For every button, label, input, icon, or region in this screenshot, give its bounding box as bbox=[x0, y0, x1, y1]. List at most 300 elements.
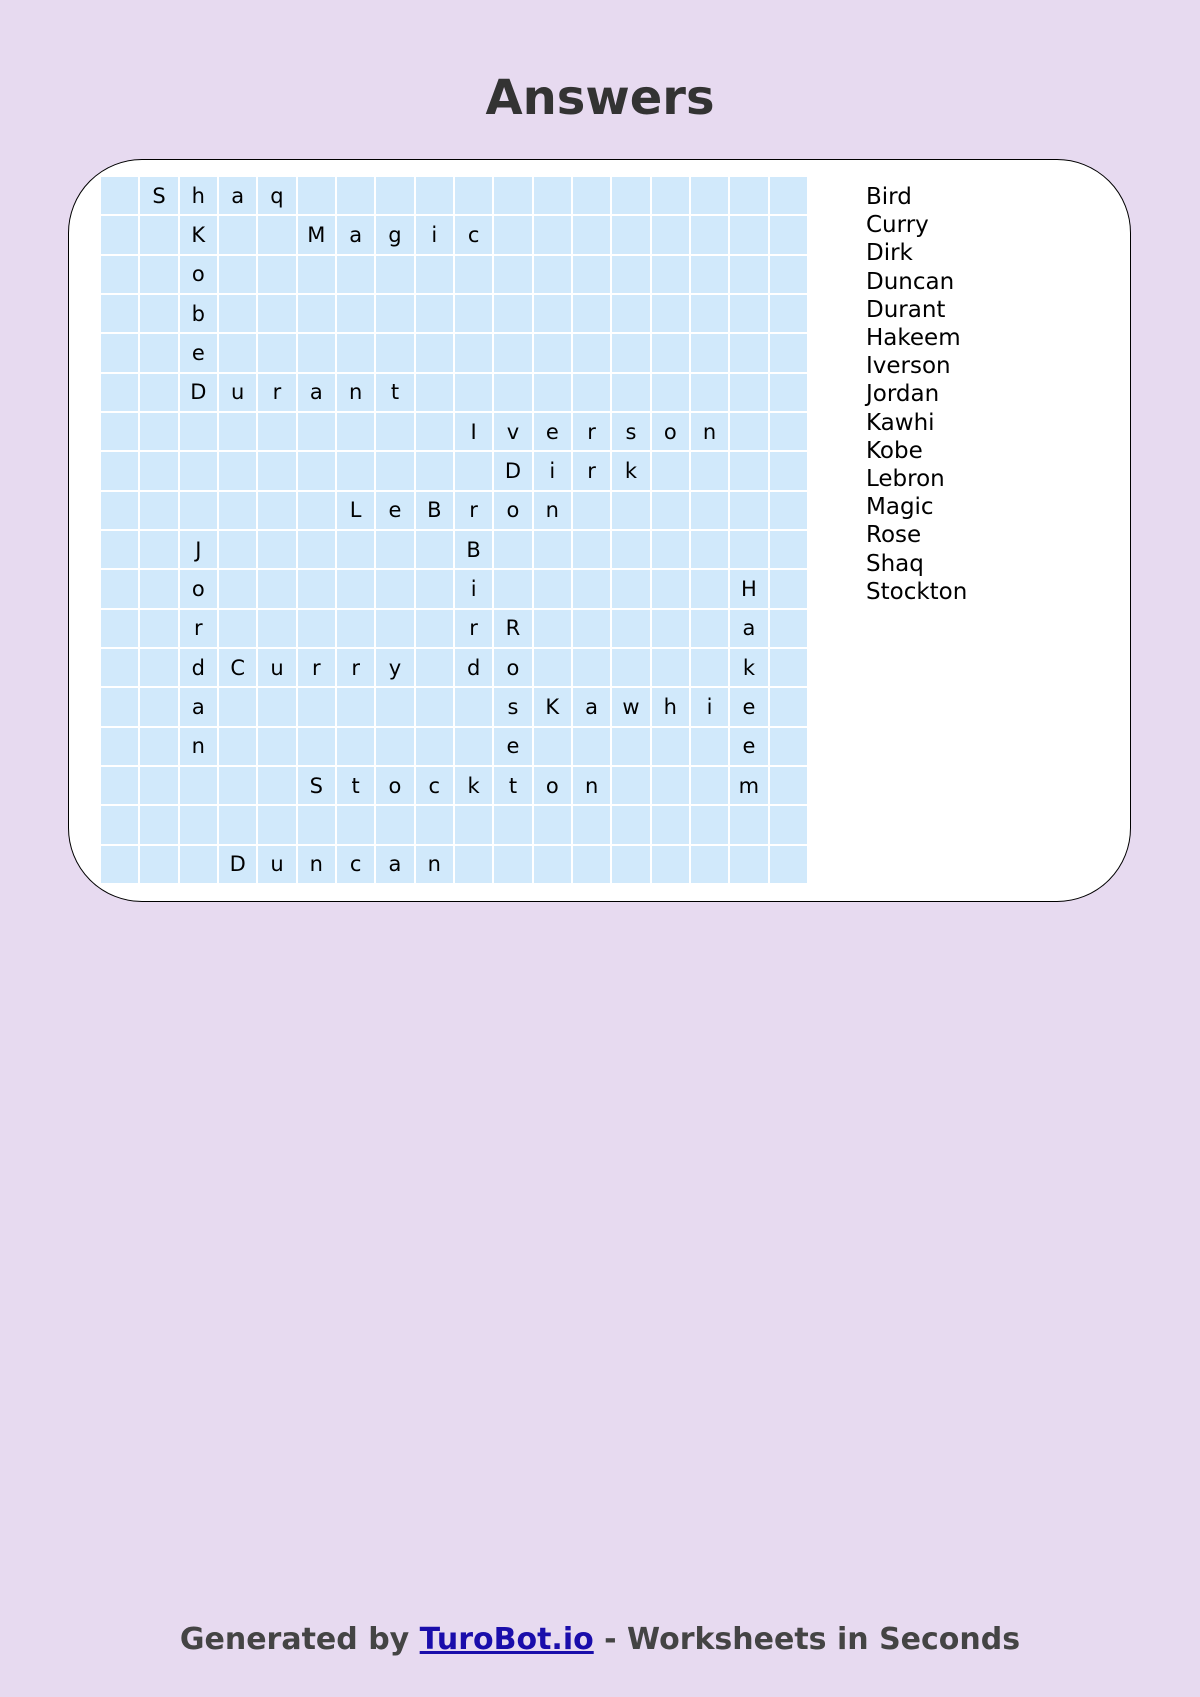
footer bbox=[0, 1620, 1200, 1660]
grid-cell bbox=[455, 295, 492, 332]
grid-cell: a bbox=[573, 688, 610, 725]
grid-cell bbox=[219, 531, 256, 568]
grid-cell bbox=[691, 531, 728, 568]
grid-cell bbox=[376, 256, 413, 293]
grid-cell bbox=[258, 216, 295, 253]
grid-cell bbox=[101, 728, 138, 765]
grid-cell bbox=[101, 413, 138, 450]
grid-cell bbox=[337, 177, 374, 214]
grid-cell: e bbox=[376, 492, 413, 529]
grid-cell bbox=[691, 767, 728, 804]
grid-cell bbox=[573, 295, 610, 332]
grid-cell bbox=[573, 610, 610, 647]
grid-cell bbox=[101, 374, 138, 411]
grid-cell: h bbox=[652, 688, 689, 725]
grid-cell bbox=[140, 452, 177, 489]
grid-cell: g bbox=[376, 216, 413, 253]
grid-cell: k bbox=[612, 452, 649, 489]
grid-cell bbox=[455, 728, 492, 765]
grid-cell bbox=[416, 295, 453, 332]
word-list-item: Kobe bbox=[866, 437, 923, 464]
grid-cell bbox=[455, 806, 492, 843]
grid-cell bbox=[101, 649, 138, 686]
grid-cell bbox=[140, 334, 177, 371]
grid-cell bbox=[258, 728, 295, 765]
grid-cell bbox=[337, 531, 374, 568]
grid-cell: D bbox=[494, 452, 531, 489]
word-list-item: Jordan bbox=[866, 381, 940, 408]
grid-cell: i bbox=[416, 216, 453, 253]
grid-cell bbox=[652, 767, 689, 804]
grid-cell bbox=[730, 492, 767, 529]
grid-cell bbox=[770, 688, 807, 725]
grid-cell bbox=[691, 216, 728, 253]
grid-cell: C bbox=[219, 649, 256, 686]
grid-cell: c bbox=[455, 216, 492, 253]
grid-cell bbox=[258, 767, 295, 804]
grid-cell bbox=[612, 531, 649, 568]
grid-cell bbox=[612, 806, 649, 843]
grid-cell bbox=[534, 846, 571, 883]
grid-cell bbox=[534, 295, 571, 332]
grid-cell bbox=[573, 216, 610, 253]
grid-cell bbox=[455, 177, 492, 214]
grid-cell: K bbox=[180, 216, 217, 253]
grid-cell bbox=[494, 177, 531, 214]
grid-cell bbox=[219, 295, 256, 332]
grid-cell: a bbox=[337, 216, 374, 253]
grid-cell bbox=[376, 610, 413, 647]
grid-cell bbox=[573, 492, 610, 529]
grid-cell bbox=[652, 728, 689, 765]
grid-cell bbox=[612, 570, 649, 607]
grid-cell: q bbox=[258, 177, 295, 214]
grid-cell bbox=[494, 295, 531, 332]
grid-cell: n bbox=[691, 413, 728, 450]
grid-cell bbox=[140, 531, 177, 568]
grid-cell: o bbox=[534, 767, 571, 804]
word-list-item: Lebron bbox=[866, 466, 945, 493]
grid-cell: t bbox=[376, 374, 413, 411]
grid-cell: o bbox=[180, 256, 217, 293]
grid-cell bbox=[652, 610, 689, 647]
grid-cell: I bbox=[455, 413, 492, 450]
grid-cell bbox=[219, 334, 256, 371]
grid-cell: S bbox=[298, 767, 335, 804]
turobot-link[interactable]: TuroBot.io bbox=[419, 1622, 594, 1657]
grid-cell bbox=[101, 570, 138, 607]
grid-cell: n bbox=[337, 374, 374, 411]
word-list-item: Magic bbox=[866, 494, 934, 521]
grid-cell bbox=[612, 334, 649, 371]
grid-cell bbox=[494, 216, 531, 253]
grid-cell: i bbox=[455, 570, 492, 607]
word-list-item: Durant bbox=[866, 296, 946, 323]
grid-cell bbox=[652, 295, 689, 332]
grid-cell bbox=[337, 295, 374, 332]
grid-cell: S bbox=[140, 177, 177, 214]
word-list-item: Curry bbox=[866, 212, 929, 239]
grid-cell: r bbox=[180, 610, 217, 647]
grid-cell bbox=[219, 492, 256, 529]
grid-cell bbox=[691, 492, 728, 529]
grid-cell bbox=[770, 767, 807, 804]
grid-cell: o bbox=[652, 413, 689, 450]
grid-cell bbox=[455, 452, 492, 489]
grid-cell bbox=[770, 452, 807, 489]
grid-cell: o bbox=[494, 492, 531, 529]
grid-cell bbox=[730, 806, 767, 843]
grid-cell bbox=[691, 256, 728, 293]
grid-cell bbox=[770, 374, 807, 411]
grid-cell bbox=[573, 334, 610, 371]
grid-cell bbox=[770, 846, 807, 883]
grid-cell: b bbox=[180, 295, 217, 332]
grid-cell bbox=[416, 570, 453, 607]
word-list-item: Shaq bbox=[866, 550, 924, 577]
grid-cell bbox=[494, 334, 531, 371]
grid-cell bbox=[140, 570, 177, 607]
grid-cell bbox=[730, 334, 767, 371]
word-list-item: Rose bbox=[866, 522, 922, 549]
grid-cell bbox=[534, 256, 571, 293]
grid-cell bbox=[494, 256, 531, 293]
grid-cell bbox=[101, 452, 138, 489]
grid-cell: e bbox=[494, 728, 531, 765]
grid-cell: a bbox=[376, 846, 413, 883]
grid-cell bbox=[140, 846, 177, 883]
grid-cell bbox=[494, 846, 531, 883]
grid-cell bbox=[730, 846, 767, 883]
grid-cell bbox=[534, 334, 571, 371]
grid-cell bbox=[612, 649, 649, 686]
grid-cell bbox=[376, 728, 413, 765]
grid-cell bbox=[416, 610, 453, 647]
grid-cell bbox=[140, 295, 177, 332]
grid-cell: M bbox=[298, 216, 335, 253]
grid-cell: u bbox=[219, 374, 256, 411]
grid-cell bbox=[258, 610, 295, 647]
grid-cell bbox=[652, 531, 689, 568]
grid-cell: e bbox=[534, 413, 571, 450]
grid-cell bbox=[573, 531, 610, 568]
grid-cell bbox=[494, 806, 531, 843]
grid-cell bbox=[140, 374, 177, 411]
grid-cell bbox=[298, 334, 335, 371]
grid-cell: n bbox=[573, 767, 610, 804]
grid-cell bbox=[416, 413, 453, 450]
word-list-item: Hakeem bbox=[866, 325, 961, 352]
grid-cell: h bbox=[180, 177, 217, 214]
grid-cell bbox=[298, 295, 335, 332]
grid-cell: r bbox=[337, 649, 374, 686]
grid-cell bbox=[101, 216, 138, 253]
grid-cell bbox=[770, 216, 807, 253]
grid-cell bbox=[298, 806, 335, 843]
grid-cell bbox=[652, 334, 689, 371]
grid-cell bbox=[140, 216, 177, 253]
grid-cell bbox=[494, 531, 531, 568]
grid-cell bbox=[534, 374, 571, 411]
grid-cell: t bbox=[494, 767, 531, 804]
grid-cell bbox=[416, 531, 453, 568]
grid-cell bbox=[612, 374, 649, 411]
grid-cell bbox=[455, 374, 492, 411]
grid-cell: D bbox=[219, 846, 256, 883]
grid-cell bbox=[770, 413, 807, 450]
grid-cell bbox=[770, 177, 807, 214]
page-title: Answers bbox=[485, 70, 715, 126]
word-list-item: Dirk bbox=[866, 240, 913, 267]
grid-cell bbox=[180, 767, 217, 804]
grid-cell: k bbox=[730, 649, 767, 686]
grid-cell bbox=[770, 295, 807, 332]
grid-cell bbox=[770, 610, 807, 647]
grid-cell: o bbox=[180, 570, 217, 607]
grid-cell: B bbox=[416, 492, 453, 529]
grid-cell bbox=[376, 295, 413, 332]
grid-cell: m bbox=[730, 767, 767, 804]
grid-cell bbox=[101, 492, 138, 529]
word-list-item: Duncan bbox=[866, 268, 955, 295]
grid-cell bbox=[573, 374, 610, 411]
grid-cell bbox=[140, 610, 177, 647]
grid-cell bbox=[455, 334, 492, 371]
grid-cell: e bbox=[730, 688, 767, 725]
grid-cell bbox=[337, 256, 374, 293]
grid-cell bbox=[652, 256, 689, 293]
grid-cell bbox=[770, 531, 807, 568]
grid-cell bbox=[612, 256, 649, 293]
grid-cell bbox=[140, 492, 177, 529]
grid-cell: D bbox=[180, 374, 217, 411]
footer-prefix: Generated by bbox=[179, 1622, 420, 1657]
word-list-item: Kawhi bbox=[866, 409, 935, 436]
grid-cell bbox=[337, 688, 374, 725]
grid-cell bbox=[691, 806, 728, 843]
grid-cell bbox=[691, 610, 728, 647]
grid-cell bbox=[101, 256, 138, 293]
word-list-item: Iverson bbox=[866, 353, 951, 380]
grid-cell bbox=[691, 334, 728, 371]
grid-cell bbox=[219, 688, 256, 725]
grid-cell bbox=[691, 452, 728, 489]
grid-cell: r bbox=[258, 374, 295, 411]
grid-cell bbox=[219, 413, 256, 450]
grid-cell: n bbox=[416, 846, 453, 883]
grid-cell bbox=[180, 846, 217, 883]
grid-cell: e bbox=[730, 728, 767, 765]
grid-cell bbox=[298, 492, 335, 529]
grid-cell bbox=[612, 295, 649, 332]
grid-cell: u bbox=[258, 846, 295, 883]
grid-cell: c bbox=[337, 846, 374, 883]
grid-cell bbox=[180, 806, 217, 843]
grid-cell bbox=[337, 334, 374, 371]
grid-cell bbox=[612, 728, 649, 765]
grid-cell bbox=[416, 256, 453, 293]
grid-cell bbox=[770, 334, 807, 371]
grid-cell: c bbox=[416, 767, 453, 804]
grid-cell bbox=[770, 806, 807, 843]
grid-cell bbox=[573, 649, 610, 686]
grid-cell bbox=[337, 570, 374, 607]
grid-cell bbox=[494, 570, 531, 607]
grid-cell bbox=[258, 688, 295, 725]
grid-cell bbox=[101, 295, 138, 332]
grid-cell bbox=[534, 610, 571, 647]
grid-cell bbox=[416, 649, 453, 686]
grid-cell bbox=[376, 806, 413, 843]
grid-cell bbox=[258, 570, 295, 607]
grid-cell bbox=[730, 216, 767, 253]
grid-cell: i bbox=[691, 688, 728, 725]
grid-cell bbox=[652, 649, 689, 686]
grid-cell bbox=[298, 452, 335, 489]
grid-cell: w bbox=[612, 688, 649, 725]
grid-cell bbox=[337, 413, 374, 450]
grid-cell bbox=[416, 452, 453, 489]
grid-cell: L bbox=[337, 492, 374, 529]
grid-cell bbox=[612, 177, 649, 214]
grid-cell bbox=[770, 570, 807, 607]
grid-cell bbox=[416, 806, 453, 843]
grid-cell: a bbox=[730, 610, 767, 647]
grid-cell: s bbox=[612, 413, 649, 450]
grid-cell bbox=[730, 177, 767, 214]
grid-cell: J bbox=[180, 531, 217, 568]
grid-cell bbox=[534, 649, 571, 686]
grid-cell: n bbox=[534, 492, 571, 529]
grid-cell bbox=[258, 256, 295, 293]
grid-cell bbox=[219, 256, 256, 293]
grid-cell bbox=[612, 767, 649, 804]
grid-cell bbox=[101, 688, 138, 725]
grid-cell bbox=[298, 610, 335, 647]
grid-cell bbox=[691, 728, 728, 765]
grid-cell bbox=[101, 334, 138, 371]
grid-cell bbox=[219, 610, 256, 647]
grid-cell: s bbox=[494, 688, 531, 725]
grid-cell bbox=[652, 216, 689, 253]
grid-cell bbox=[652, 570, 689, 607]
grid-cell: k bbox=[455, 767, 492, 804]
grid-cell bbox=[416, 177, 453, 214]
grid-cell: d bbox=[180, 649, 217, 686]
grid-cell bbox=[573, 570, 610, 607]
grid-cell bbox=[298, 531, 335, 568]
grid-cell: a bbox=[298, 374, 335, 411]
grid-cell bbox=[298, 728, 335, 765]
grid-cell bbox=[691, 649, 728, 686]
grid-cell bbox=[298, 413, 335, 450]
grid-cell: r bbox=[573, 413, 610, 450]
grid-cell bbox=[652, 452, 689, 489]
grid-cell bbox=[376, 334, 413, 371]
grid-cell: r bbox=[455, 610, 492, 647]
grid-cell bbox=[376, 177, 413, 214]
grid-cell bbox=[258, 492, 295, 529]
grid-cell bbox=[140, 688, 177, 725]
grid-cell bbox=[534, 806, 571, 843]
grid-cell bbox=[730, 256, 767, 293]
grid-cell bbox=[140, 728, 177, 765]
grid-cell bbox=[180, 452, 217, 489]
grid-cell: d bbox=[455, 649, 492, 686]
grid-cell bbox=[298, 256, 335, 293]
word-list bbox=[866, 183, 967, 606]
grid-cell bbox=[652, 492, 689, 529]
grid-cell bbox=[376, 688, 413, 725]
grid-cell bbox=[180, 413, 217, 450]
grid-cell bbox=[534, 177, 571, 214]
grid-cell: y bbox=[376, 649, 413, 686]
grid-cell: n bbox=[298, 846, 335, 883]
grid-cell bbox=[691, 846, 728, 883]
grid-cell bbox=[652, 806, 689, 843]
grid-cell bbox=[337, 728, 374, 765]
grid-cell: n bbox=[180, 728, 217, 765]
grid-cell bbox=[652, 374, 689, 411]
grid-cell bbox=[573, 806, 610, 843]
grid-cell bbox=[337, 452, 374, 489]
grid-cell bbox=[730, 413, 767, 450]
grid-cell bbox=[455, 688, 492, 725]
grid-cell bbox=[376, 531, 413, 568]
grid-cell bbox=[101, 177, 138, 214]
grid-cell bbox=[140, 649, 177, 686]
grid-cell bbox=[416, 374, 453, 411]
grid-cell bbox=[730, 452, 767, 489]
grid-cell bbox=[140, 256, 177, 293]
grid-cell bbox=[258, 806, 295, 843]
word-list-item: Stockton bbox=[866, 578, 968, 605]
grid-cell bbox=[534, 531, 571, 568]
grid-cell bbox=[219, 767, 256, 804]
grid-cell bbox=[376, 413, 413, 450]
grid-cell bbox=[612, 610, 649, 647]
grid-cell bbox=[652, 177, 689, 214]
grid-cell bbox=[573, 728, 610, 765]
grid-cell bbox=[140, 413, 177, 450]
grid-cell: o bbox=[376, 767, 413, 804]
grid-cell bbox=[101, 846, 138, 883]
grid-cell bbox=[298, 570, 335, 607]
grid-cell bbox=[691, 295, 728, 332]
grid-cell bbox=[337, 806, 374, 843]
grid-cell: t bbox=[337, 767, 374, 804]
grid-cell bbox=[612, 216, 649, 253]
grid-cell bbox=[376, 452, 413, 489]
grid-cell: a bbox=[219, 177, 256, 214]
grid-cell bbox=[770, 728, 807, 765]
grid-cell bbox=[455, 256, 492, 293]
grid-cell bbox=[258, 295, 295, 332]
grid-cell: B bbox=[455, 531, 492, 568]
grid-cell bbox=[534, 728, 571, 765]
grid-cell bbox=[298, 177, 335, 214]
word-list-item: Bird bbox=[866, 184, 912, 210]
grid-cell bbox=[573, 846, 610, 883]
grid-cell bbox=[258, 531, 295, 568]
grid-cell: H bbox=[730, 570, 767, 607]
footer-suffix: - Worksheets in Seconds bbox=[593, 1622, 1021, 1657]
grid-cell bbox=[534, 570, 571, 607]
grid-cell bbox=[770, 649, 807, 686]
grid-cell bbox=[652, 846, 689, 883]
grid-cell: r bbox=[455, 492, 492, 529]
grid-cell bbox=[455, 846, 492, 883]
